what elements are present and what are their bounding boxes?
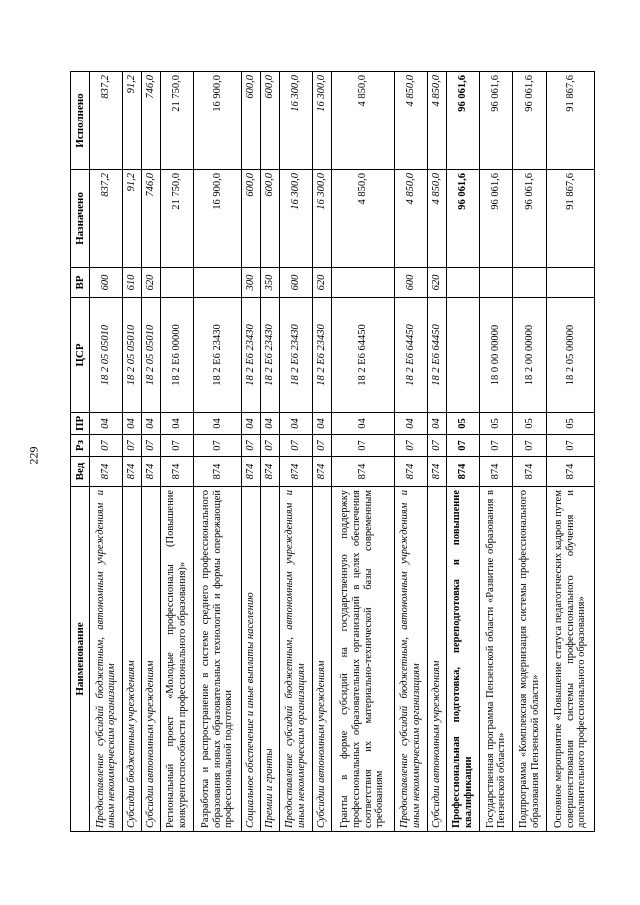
cell-pr: 04 xyxy=(142,413,161,435)
cell-assigned: 16 900,0 xyxy=(194,170,242,268)
cell-ved: 874 xyxy=(242,457,261,487)
cell-name: Разработка и распространение в системе среднего профессионального образования новых образовательных технологий и формы опережающей профессиональной подготовки xyxy=(194,487,242,832)
cell-rz: 07 xyxy=(479,435,512,457)
cell-name: Региональный проект «Молодые профессионалы (Повышение конкурентоспособности профессионального образования)» xyxy=(160,487,193,832)
cell-csr: 18 2 E6 23430 xyxy=(260,298,279,413)
cell-rz: 07 xyxy=(427,435,446,457)
cell-assigned: 96 061,6 xyxy=(513,170,546,268)
cell-assigned: 16 300,0 xyxy=(312,170,331,268)
cell-name: Субсидии автономным учреждениям xyxy=(427,487,446,832)
cell-csr: 18 2 E6 23430 xyxy=(279,298,312,413)
cell-rz: 07 xyxy=(331,435,394,457)
cell-assigned: 837,2 xyxy=(90,170,123,268)
cell-executed: 600,0 xyxy=(260,72,279,170)
table-row xyxy=(394,72,427,832)
cell-assigned: 746,0 xyxy=(142,170,161,268)
table-row xyxy=(142,72,161,832)
table-row xyxy=(479,72,512,832)
cell-csr: 18 2 00 00000 xyxy=(513,298,546,413)
table-row xyxy=(194,72,242,832)
cell-rz: 07 xyxy=(90,435,123,457)
cell-name: Субсидии автономным учреждениям xyxy=(312,487,331,832)
cell-assigned: 96 061,6 xyxy=(479,170,512,268)
table-row xyxy=(546,72,594,832)
cell-pr: 04 xyxy=(427,413,446,435)
cell-executed: 4 850,0 xyxy=(331,72,394,170)
cell-vr: 300 xyxy=(242,268,261,298)
cell-executed: 21 750,0 xyxy=(160,72,193,170)
cell-pr: 05 xyxy=(446,413,479,435)
cell-csr: 18 0 00 00000 xyxy=(479,298,512,413)
cell-pr: 04 xyxy=(242,413,261,435)
cell-csr: 18 2 05 05010 xyxy=(142,298,161,413)
cell-assigned: 16 300,0 xyxy=(279,170,312,268)
cell-name: Профессиональная подготовка, переподготовка и повышение квалификации xyxy=(446,487,479,832)
cell-pr: 04 xyxy=(160,413,193,435)
cell-rz: 07 xyxy=(123,435,142,457)
cell-pr: 04 xyxy=(260,413,279,435)
cell-ved: 874 xyxy=(427,457,446,487)
header-pr: ПР xyxy=(71,413,90,435)
cell-rz: 07 xyxy=(142,435,161,457)
cell-vr xyxy=(194,268,242,298)
table-row xyxy=(260,72,279,832)
cell-ved: 874 xyxy=(546,457,594,487)
cell-assigned: 600,0 xyxy=(260,170,279,268)
cell-name: Государственная программа Пензенской области «Развитие образования в Пензенской области» xyxy=(479,487,512,832)
cell-executed: 16 300,0 xyxy=(279,72,312,170)
header-rz: Рз xyxy=(71,435,90,457)
cell-csr: 18 2 E6 64450 xyxy=(331,298,394,413)
cell-ved: 874 xyxy=(260,457,279,487)
cell-vr: 620 xyxy=(427,268,446,298)
cell-name: Предоставление субсидий бюджетным, автономным учреждениям и иным некоммерческим организациям xyxy=(279,487,312,832)
cell-assigned: 91 867,6 xyxy=(546,170,594,268)
header-ved: Вед xyxy=(71,457,90,487)
header-assigned: Назначено xyxy=(71,170,90,268)
cell-assigned: 600,0 xyxy=(242,170,261,268)
cell-vr: 600 xyxy=(279,268,312,298)
cell-executed: 4 850,0 xyxy=(394,72,427,170)
cell-pr: 05 xyxy=(479,413,512,435)
cell-csr: 18 2 E6 23430 xyxy=(312,298,331,413)
cell-pr: 04 xyxy=(90,413,123,435)
table-header-row xyxy=(71,72,90,832)
cell-csr: 18 2 05 05010 xyxy=(123,298,142,413)
cell-name: Предоставление субсидий бюджетным, автономным учреждениям и иным некоммерческим организациям xyxy=(90,487,123,832)
cell-assigned: 96 061,6 xyxy=(446,170,479,268)
cell-ved: 874 xyxy=(90,457,123,487)
cell-vr: 610 xyxy=(123,268,142,298)
cell-pr: 04 xyxy=(394,413,427,435)
table-row xyxy=(160,72,193,832)
cell-vr xyxy=(160,268,193,298)
cell-executed: 16 300,0 xyxy=(312,72,331,170)
cell-executed: 96 061,6 xyxy=(479,72,512,170)
cell-rz: 07 xyxy=(279,435,312,457)
cell-vr: 600 xyxy=(90,268,123,298)
table-row xyxy=(513,72,546,832)
cell-csr: 18 2 E6 23430 xyxy=(242,298,261,413)
cell-ved: 874 xyxy=(142,457,161,487)
cell-ved: 874 xyxy=(279,457,312,487)
table-row xyxy=(331,72,394,832)
cell-ved: 874 xyxy=(331,457,394,487)
cell-rz: 07 xyxy=(194,435,242,457)
cell-assigned: 21 750,0 xyxy=(160,170,193,268)
cell-executed: 837,2 xyxy=(90,72,123,170)
cell-ved: 874 xyxy=(513,457,546,487)
cell-csr: 18 2 E6 64450 xyxy=(394,298,427,413)
cell-pr: 04 xyxy=(331,413,394,435)
rotated-table-wrapper xyxy=(70,72,595,832)
cell-executed: 600,0 xyxy=(242,72,261,170)
cell-ved: 874 xyxy=(394,457,427,487)
cell-csr: 18 2 E6 64450 xyxy=(427,298,446,413)
cell-rz: 07 xyxy=(394,435,427,457)
cell-ved: 874 xyxy=(446,457,479,487)
cell-rz: 07 xyxy=(546,435,594,457)
cell-name: Субсидии автономным учреждениям xyxy=(142,487,161,832)
cell-ved: 874 xyxy=(160,457,193,487)
table-row xyxy=(427,72,446,832)
cell-rz: 07 xyxy=(260,435,279,457)
cell-csr: 18 2 E6 23430 xyxy=(194,298,242,413)
cell-vr xyxy=(479,268,512,298)
cell-csr: 18 2 05 05010 xyxy=(90,298,123,413)
cell-vr xyxy=(331,268,394,298)
cell-name: Социальное обеспечение и иные выплаты населению xyxy=(242,487,261,832)
cell-name: Основное мероприятие «Повышение статуса педагогических кадров путем совершенствования системы профессионального обучения и дополнительного профессионального образования» xyxy=(546,487,594,832)
cell-pr: 05 xyxy=(546,413,594,435)
cell-vr: 620 xyxy=(142,268,161,298)
header-csr: ЦСР xyxy=(71,298,90,413)
cell-pr: 04 xyxy=(312,413,331,435)
cell-csr: 18 2 E6 00000 xyxy=(160,298,193,413)
table-row xyxy=(242,72,261,832)
cell-assigned: 4 850,0 xyxy=(331,170,394,268)
cell-executed: 96 061,6 xyxy=(446,72,479,170)
cell-executed: 91 867,6 xyxy=(546,72,594,170)
table-row xyxy=(90,72,123,832)
header-vr: ВР xyxy=(71,268,90,298)
cell-vr: 350 xyxy=(260,268,279,298)
cell-assigned: 4 850,0 xyxy=(394,170,427,268)
cell-executed: 746,0 xyxy=(142,72,161,170)
cell-executed: 16 900,0 xyxy=(194,72,242,170)
cell-name: Подпрограмма «Комплексная модернизация системы профессионального образования Пензенской области» xyxy=(513,487,546,832)
cell-rz: 07 xyxy=(513,435,546,457)
cell-csr xyxy=(446,298,479,413)
budget-table xyxy=(70,71,595,832)
cell-pr: 04 xyxy=(279,413,312,435)
cell-vr: 600 xyxy=(394,268,427,298)
cell-name: Гранты в форме субсидий на государственную поддержку профессиональных образовательных организаций в целях обеспечения соответствия их материально-технической базы современным требованиям xyxy=(331,487,394,832)
cell-ved: 874 xyxy=(123,457,142,487)
cell-executed: 91,2 xyxy=(123,72,142,170)
cell-pr: 04 xyxy=(194,413,242,435)
table-row xyxy=(312,72,331,832)
cell-ved: 874 xyxy=(312,457,331,487)
cell-rz: 07 xyxy=(446,435,479,457)
cell-vr xyxy=(513,268,546,298)
table-row xyxy=(279,72,312,832)
cell-pr: 05 xyxy=(513,413,546,435)
cell-rz: 07 xyxy=(242,435,261,457)
header-name: Наименование xyxy=(71,487,90,832)
cell-executed: 4 850,0 xyxy=(427,72,446,170)
table-row xyxy=(123,72,142,832)
header-executed: Исполнено xyxy=(71,72,90,170)
cell-rz: 07 xyxy=(312,435,331,457)
cell-name: Премии и гранты xyxy=(260,487,279,832)
cell-assigned: 91,2 xyxy=(123,170,142,268)
cell-assigned: 4 850,0 xyxy=(427,170,446,268)
cell-vr xyxy=(446,268,479,298)
cell-name: Субсидии бюджетным учреждениям xyxy=(123,487,142,832)
cell-ved: 874 xyxy=(194,457,242,487)
cell-vr xyxy=(546,268,594,298)
page-number: 229 xyxy=(26,446,41,465)
cell-csr: 18 2 05 00000 xyxy=(546,298,594,413)
table-row xyxy=(446,72,479,832)
cell-pr: 04 xyxy=(123,413,142,435)
cell-vr: 620 xyxy=(312,268,331,298)
cell-rz: 07 xyxy=(160,435,193,457)
cell-executed: 96 061,6 xyxy=(513,72,546,170)
cell-ved: 874 xyxy=(479,457,512,487)
cell-name: Предоставление субсидий бюджетным, автономным учреждениям и иным некоммерческим организациям xyxy=(394,487,427,832)
